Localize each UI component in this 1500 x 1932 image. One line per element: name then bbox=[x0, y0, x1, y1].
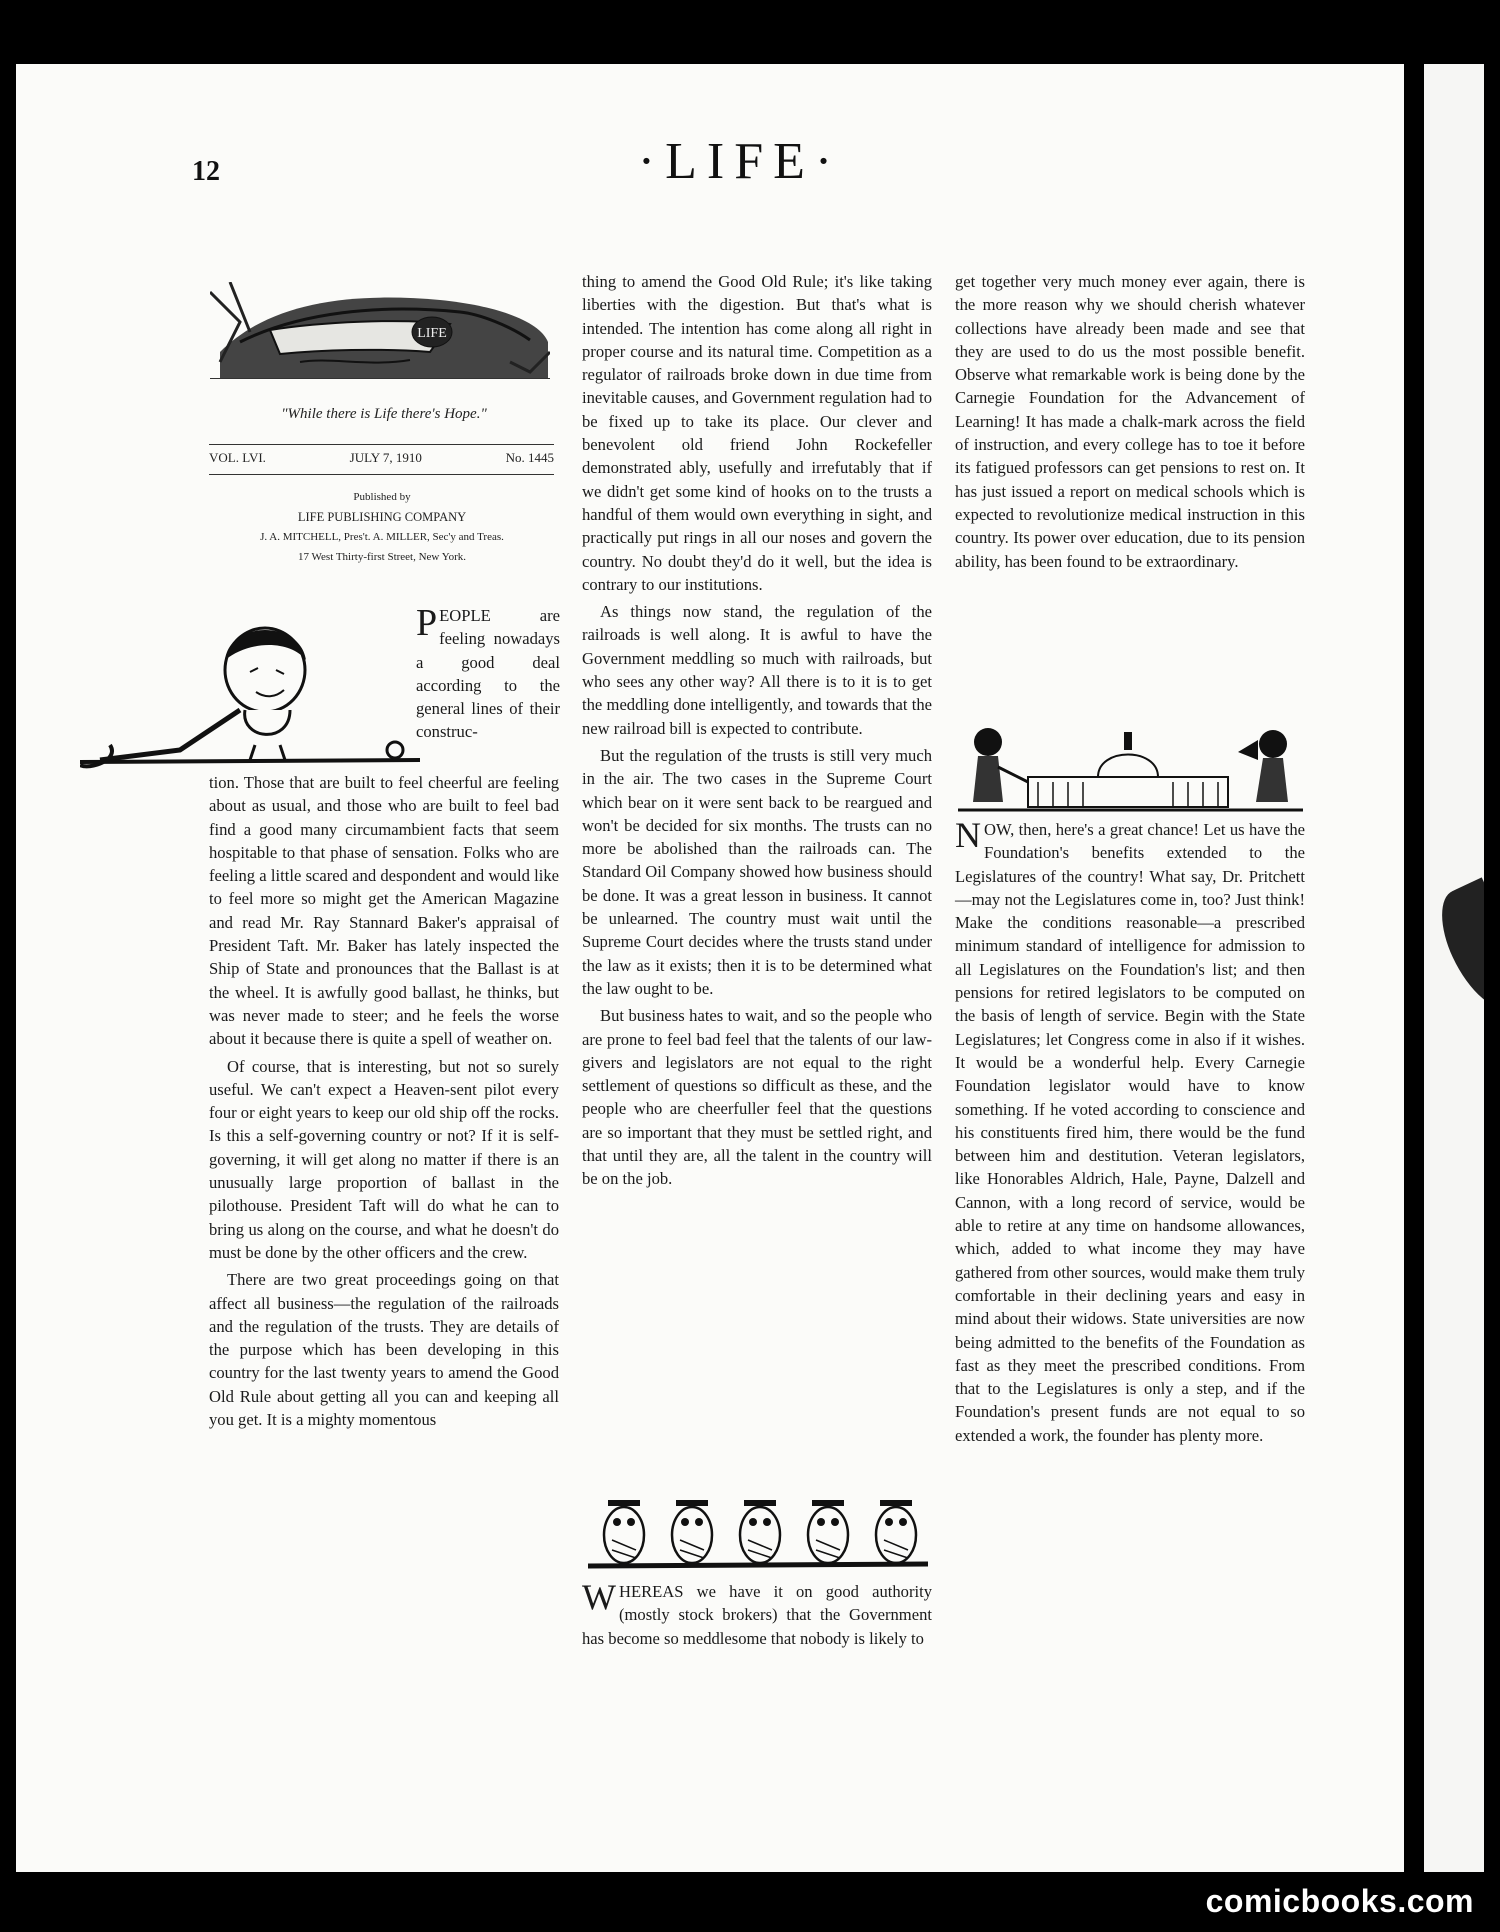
col3-paragraph-2 bbox=[955, 815, 1305, 1447]
adjacent-page-edge bbox=[1424, 64, 1484, 1872]
column-3 bbox=[955, 270, 1305, 577]
col1-paragraph-3: There are two great proceedings going on that affect all business—the regulation of the railroads and the regulation of the trusts. They are details of the purpose which has been developing in this country for the last twenty years to amend the Good Old Rule about getting all you can and keeping all you get. It is a mighty momentous bbox=[209, 1270, 559, 1430]
col2-paragraph-2: As things now stand, the regulation of the railroads is well along. It is awful to have the Government meddling so much with railroads, but who sees any other way? All there is to it is to get the meddling done intelligently, and towards that the new railroad bill is expected to contribute. bbox=[582, 602, 932, 738]
col2-paragraph-3: But the regulation of the trusts is still very much in the air. The two cases in the Supreme Court which bear on it were sent back to be reargued and won't be decided for six months. The trusts can no more be abolished than the railroads can. The Standard Oil Company showed how business should be done. It was a great lesson in business. It cannot be unlearned. The country must wait until the Supreme Court decides where the trusts stand under the law as it exists; then it is to be determined what the law ought to be. bbox=[582, 745, 932, 998]
col2-paragraph-1: thing to amend the Good Old Rule; it's like taking liberties with the digestion. But that's what is intended. The intention has come along all right in proper course and its natural time. Competition as a regulator of railroads broke down in due time from inevitable causes, and Government regulation had to be fixed up to take its place. Our clever and benevolent old friend John Rockefeller demonstrated ably, usefully and irrefutably that if we didn't get some kind of hooks on to the trusts a handful of them would own everything in sight, and practically put rings in all our noses and govern the country. No doubt they'd do it well, but the idea is contrary to our institutions. bbox=[582, 272, 932, 594]
address: 17 West Thirty-first Street, New York. bbox=[298, 551, 466, 563]
published-by: Published by bbox=[353, 491, 411, 503]
col2-paragraph-5-text: HEREAS we have it on good authority (mostly stock brokers) that the Government has become so meddlesome that nobody is likely to bbox=[582, 1582, 932, 1648]
issue-number: No. 1445 bbox=[505, 450, 554, 465]
column-2-continued bbox=[582, 1577, 932, 1654]
column-2 bbox=[582, 270, 932, 1195]
rule-bottom bbox=[209, 474, 554, 475]
dropcap-p: P bbox=[416, 602, 438, 644]
owls-on-branch-illustration bbox=[588, 1480, 928, 1580]
adjacent-page-illustration bbox=[1427, 877, 1484, 1020]
logo-lettering: LIFE bbox=[417, 326, 447, 341]
volume: VOL. LVI. bbox=[209, 450, 266, 465]
column-1 bbox=[209, 771, 559, 1435]
col2-paragraph-4: But business hates to wait, and so the people who are prone to feel bad feel that the talents of our law-givers and legislators are not equal to the right settlement of questions so difficult as these, and the people who are cheerfuller feel that the questions are so important that they must be settled right, and that until they are, all the talent in the country will be on the job. bbox=[582, 1006, 932, 1189]
col2-paragraph-5 bbox=[582, 1577, 932, 1650]
officers: J. A. MITCHELL, Pres't. A. MILLER, Sec'y and Treas. bbox=[260, 531, 504, 543]
page-number: 12 bbox=[192, 156, 220, 187]
col1-intro bbox=[416, 604, 560, 744]
masthead-title: ·LIFE· bbox=[637, 133, 843, 190]
capitol-building-illustration bbox=[958, 722, 1303, 822]
dropcap-w: W bbox=[582, 1577, 616, 1617]
col1-paragraph-1: tion. Those that are built to feel cheerful are feeling about as usual, and those who are built to feel bad find a good many circumambient facts that seem hospitable to that phase of sensation. Folks who are feeling a little scared and despondent and would like to feel more so might get the American Magazine and read Mr. Ray Stannard Baker's appraisal of President Taft. Mr. Baker has lately inspected the Ship of State and pronounces that the Ballast is at the wheel. It is awfully good ballast, he thinks, but was never made to steer; and he feels the worse about it because there is quite a spell of weather on. bbox=[209, 773, 559, 1049]
volume-line bbox=[209, 450, 554, 466]
col3-paragraph-1: get together very much money ever again, there is the more reason why we should cherish whatever collections have already been made and see that they are used to do us the most possible benefit. Observe what remarkable work is being done by the Carnegie Foundation for the Advancement of Learning! It has made a chalk-mark across the field of instruction, and every college has to toe it before its fatigued professors can get pensions to rest on. It has just issued a report on medical schools which is expected to revolutionize medical instruction in this country. Its power over education, due to its pension ability, has been found to be extraordinary. bbox=[955, 272, 1305, 571]
company-name: LIFE PUBLISHING COMPANY bbox=[297, 510, 467, 524]
publisher-block bbox=[200, 487, 564, 567]
column-3-continued bbox=[955, 815, 1305, 1451]
motto: "While there is Life there's Hope." bbox=[281, 406, 487, 422]
col1-paragraph-2: Of course, that is interesting, but not so surely useful. We can't expect a Heaven-sent pilot every four or eight years to keep our old ship off the rocks. Is this a self-governing country or not? If it is self-governing, it will get along no matter if there is an unusually large proportion of ballast in the pilothouse. President Taft will do what he can to bring us along on the course, and what he doesn't do must be done by the other officers and the crew. bbox=[209, 1056, 559, 1262]
col3-paragraph-2-text: OW, then, here's a great chance! Let us have the Foundation's benefits extended to the Legislatures of the country! What say, Dr. Pritchett—may not the Legislatures come in, too? Just think! Make the conditions reasonable—a prescribed minimum standard of intelligence for admission to all Legislatures on the Foundation's list; and then pensions for retired legislators to be computed on the basis of length of service. Begin with the State Legislatures; let Congress come in also if it wishes. It would be a wonderful help. Every Carnegie Foundation legislator would have to know something. If he voted according to conscience and his constituents fired him, there would be the fund between him and destitution. Veteran legislators, like Honorables Aldrich, Hale, Payne, Dalzell and Cannon, with a long record of service, would be able to retire at any time on handsome allowances, which, added to what income they may have gathered from other sources, would make them truly comfortable in their declining years and easy in mind about their widows. State universities are now being admitted to the benefits of the Foundation as fast as they meet the prescribed conditions. From that to the Legislatures is only a step, and if the Foundation's present funds are not equal to so extended a work, the founder has plenty more. bbox=[955, 820, 1305, 1445]
dropcap-n: N bbox=[955, 815, 981, 855]
issue-date: JULY 7, 1910 bbox=[349, 450, 422, 465]
boy-with-fishing-rod-illustration bbox=[80, 610, 420, 780]
source-watermark: comicbooks.com bbox=[1205, 1883, 1474, 1919]
col1-intro-text: EOPLE are feeling nowadays a good deal according to the general lines of their construc- bbox=[416, 606, 560, 742]
life-logo-illustration bbox=[210, 282, 550, 379]
rule-top bbox=[209, 444, 554, 445]
